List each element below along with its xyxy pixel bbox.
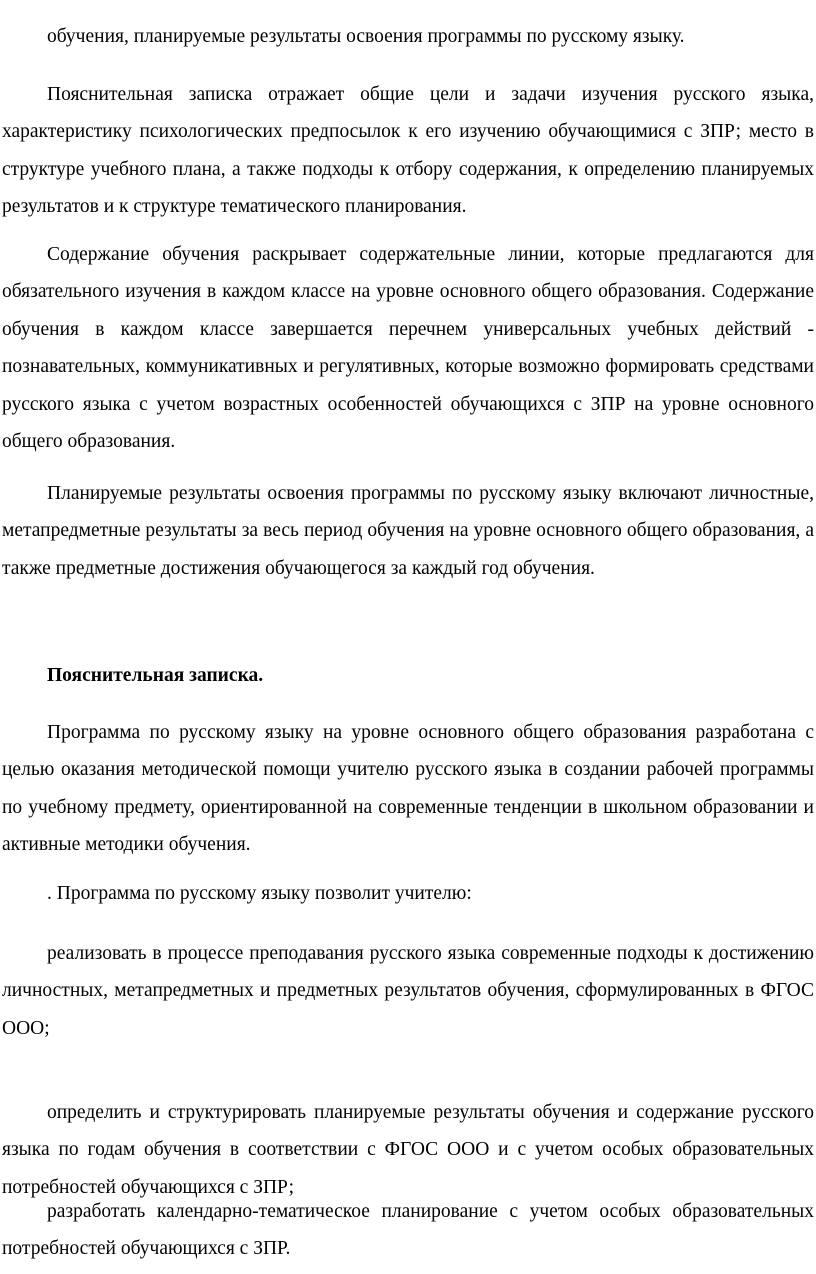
paragraph-explanatory-note-summary: Пояснительная записка отражает общие цели и задачи изучения русского языка, характеристику психологических предпосылок к его изучению обучающимися с ЗПР; место в структуре учебного плана, а также подходы к отбору содержания, к определению планируемых результатов и к структуре тематического планирования.: [2, 84, 814, 218]
list-item-develop: разработать календарно-тематическое планирование с учетом особых образовательных потребностей обучающихся с ЗПР.: [2, 1201, 814, 1260]
list-item-define: определить и структурировать планируемые результаты обучения и содержание русского языка по годам обучения в соответствии с ФГОС ООО и с учетом особых образовательных потребностей обучающихся с ЗПР;: [2, 1102, 814, 1198]
paragraph-program-allows: . Программа по русскому языку позволит учителю:: [47, 883, 472, 904]
paragraph-program-purpose: Программа по русскому языку на уровне основного общего образования разработана с целью оказания методической помощи учителю русского языка в создании рабочей программы по учебному предмету, ориентированной на современные тенденции в школьном образовании и активные методики обучения.: [2, 722, 814, 856]
paragraph-planned-results-summary: Планируемые результаты освоения программы по русскому языку включают личностные, метапредметные результаты за весь период обучения на уровне основного общего образования, а также предметные достижения обучающегося за каждый год обучения.: [2, 483, 814, 579]
intro-line: обучения, планируемые результаты освоения программы по русскому языку.: [47, 26, 685, 47]
section-heading: Пояснительная записка.: [47, 665, 264, 686]
paragraph-content-summary: Содержание обучения раскрывает содержательные линии, которые предлагаются для обязательного изучения в каждом классе на уровне основного общего образования. Содержание обучения в каждом классе завершается перечнем универсальных учебных действий - познавательных, коммуникативных и регулятивных, которые возможно формировать средствами русского языка с учетом возрастных особенностей обучающихся с ЗПР на уровне основного общего образования.: [2, 244, 814, 453]
list-item-implement: реализовать в процессе преподавания русского языка современные подходы к достижению личностных, метапредметных и предметных результатов обучения, сформулированных в ФГОС ООО;: [2, 943, 814, 1039]
